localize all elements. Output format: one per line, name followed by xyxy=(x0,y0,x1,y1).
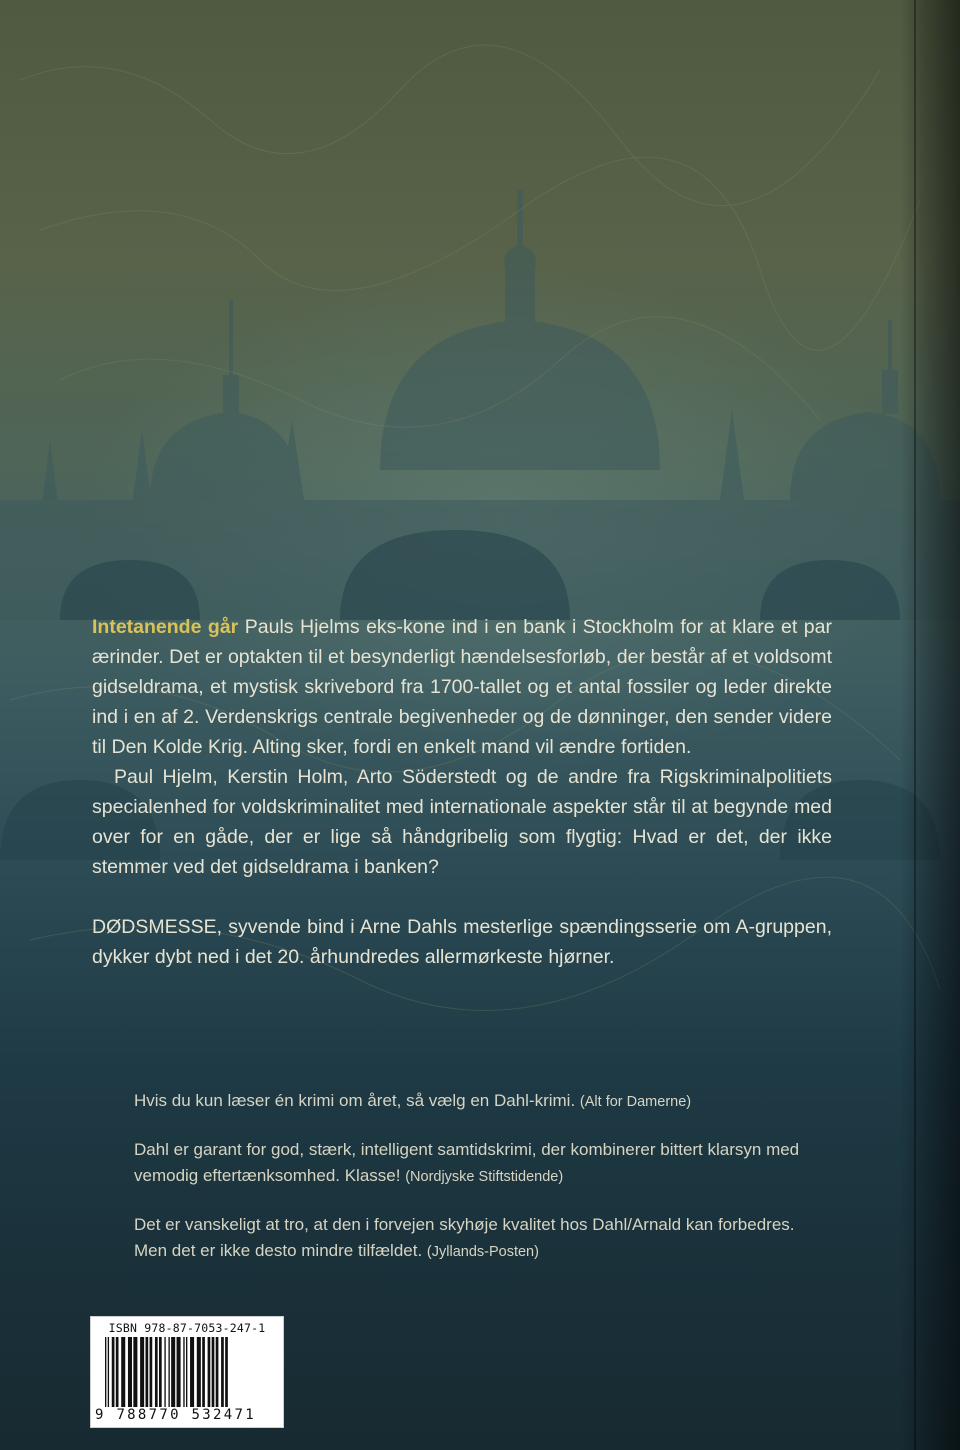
barcode-bar xyxy=(112,1337,115,1407)
blurb xyxy=(92,612,832,972)
blurb-paragraph-1-text: Pauls Hjelms eks-kone ind i en bank i Stockholm for at klare et par ærinder. Det er optakten til et besynderligt hændelsesforløb, der består af et voldsomt gidseldrama, et mystisk skrivebord fra 1700-tallet og et antal fossiler og leder direkte ind i en af 2. Verdenskrigs centrale begivenheder og de dønninger, den sender videre til Den Kolde Krig. Alting sker, fordi en enkelt mand vil ændre fortiden. xyxy=(92,616,832,758)
barcode-bar xyxy=(183,1337,184,1407)
barcode-bar xyxy=(146,1337,149,1407)
barcode-bar xyxy=(202,1337,205,1407)
spine-hinge-line xyxy=(914,0,916,1450)
isbn-barcode xyxy=(90,1316,284,1428)
quote-source: (Jyllands-Posten) xyxy=(426,1244,539,1260)
barcode-bar xyxy=(133,1337,137,1407)
review-quote xyxy=(134,1088,804,1115)
review-quote xyxy=(134,1212,804,1265)
isbn-label: ISBN 978-87-7053-247-1 xyxy=(108,1321,266,1335)
quote-source: (Alt for Damerne) xyxy=(579,1094,692,1110)
barcode-bar xyxy=(150,1337,153,1407)
quote-text: Dahl er garant for god, stærk, intelligent samtidskrimi, der kombinerer bittert klarsyn med vemodig eftertænksomhed. Klasse! xyxy=(134,1140,800,1185)
blurb-paragraph-1 xyxy=(92,612,832,762)
review-quote xyxy=(134,1137,804,1190)
quote-text: Det er vanskeligt at tro, at den i forvejen skyhøje kvalitet hos Dahl/Arnald kan forbedres. Men det er ikke desto mindre tilfældet. xyxy=(134,1215,795,1260)
blurb-paragraph-3: DØDSMESSE, syvende bind i Arne Dahls mesterlige spændingsserie om A-gruppen, dykker dybt ned i det 20. århundredes allermørkeste hjørner. xyxy=(92,916,832,968)
barcode-bar xyxy=(140,1337,144,1407)
blurb-lead: Intetanende går xyxy=(92,616,239,638)
barcode-bar xyxy=(216,1337,219,1407)
quote-text: Hvis du kun læser én krimi om året, så vælg en Dahl-krimi. xyxy=(134,1091,576,1110)
barcode-bar xyxy=(155,1337,158,1407)
barcode-bar xyxy=(105,1337,106,1407)
barcode-bar xyxy=(171,1337,175,1407)
barcode-bar xyxy=(121,1337,125,1407)
barcode-bar xyxy=(212,1337,215,1407)
barcode-bar xyxy=(159,1337,162,1407)
blurb-paragraph-2: Paul Hjelm, Kerstin Holm, Arto Söderstedt og de andre fra Rigskriminalpolitiets specialenhed for voldskriminalitet med internationale aspekter står til at begynde med over for en gåde, der er lige så håndgribelig som flygtig: Hvad er det, der ikke stemmer ved det gidseldrama i banken? xyxy=(92,766,832,878)
barcode-bar xyxy=(164,1337,165,1407)
barcode-bar xyxy=(128,1337,132,1407)
barcode-bar xyxy=(116,1337,119,1407)
barcode-bar xyxy=(225,1337,228,1407)
barcode-bar xyxy=(208,1337,211,1407)
barcode-bar xyxy=(108,1337,109,1407)
barcode-bar xyxy=(168,1337,169,1407)
review-quotes xyxy=(134,1088,804,1287)
quote-source: (Nordjyske Stiftstidende) xyxy=(405,1169,564,1185)
book-spine-shadow xyxy=(900,0,960,1450)
barcode-bar xyxy=(177,1337,181,1407)
barcode-bar xyxy=(190,1337,194,1407)
barcode-bar xyxy=(197,1337,201,1407)
barcode-bar xyxy=(186,1337,187,1407)
ean-digits: 9 788770 532471 xyxy=(95,1407,256,1423)
barcode-bar xyxy=(221,1337,224,1407)
barcode-bars xyxy=(105,1337,273,1407)
